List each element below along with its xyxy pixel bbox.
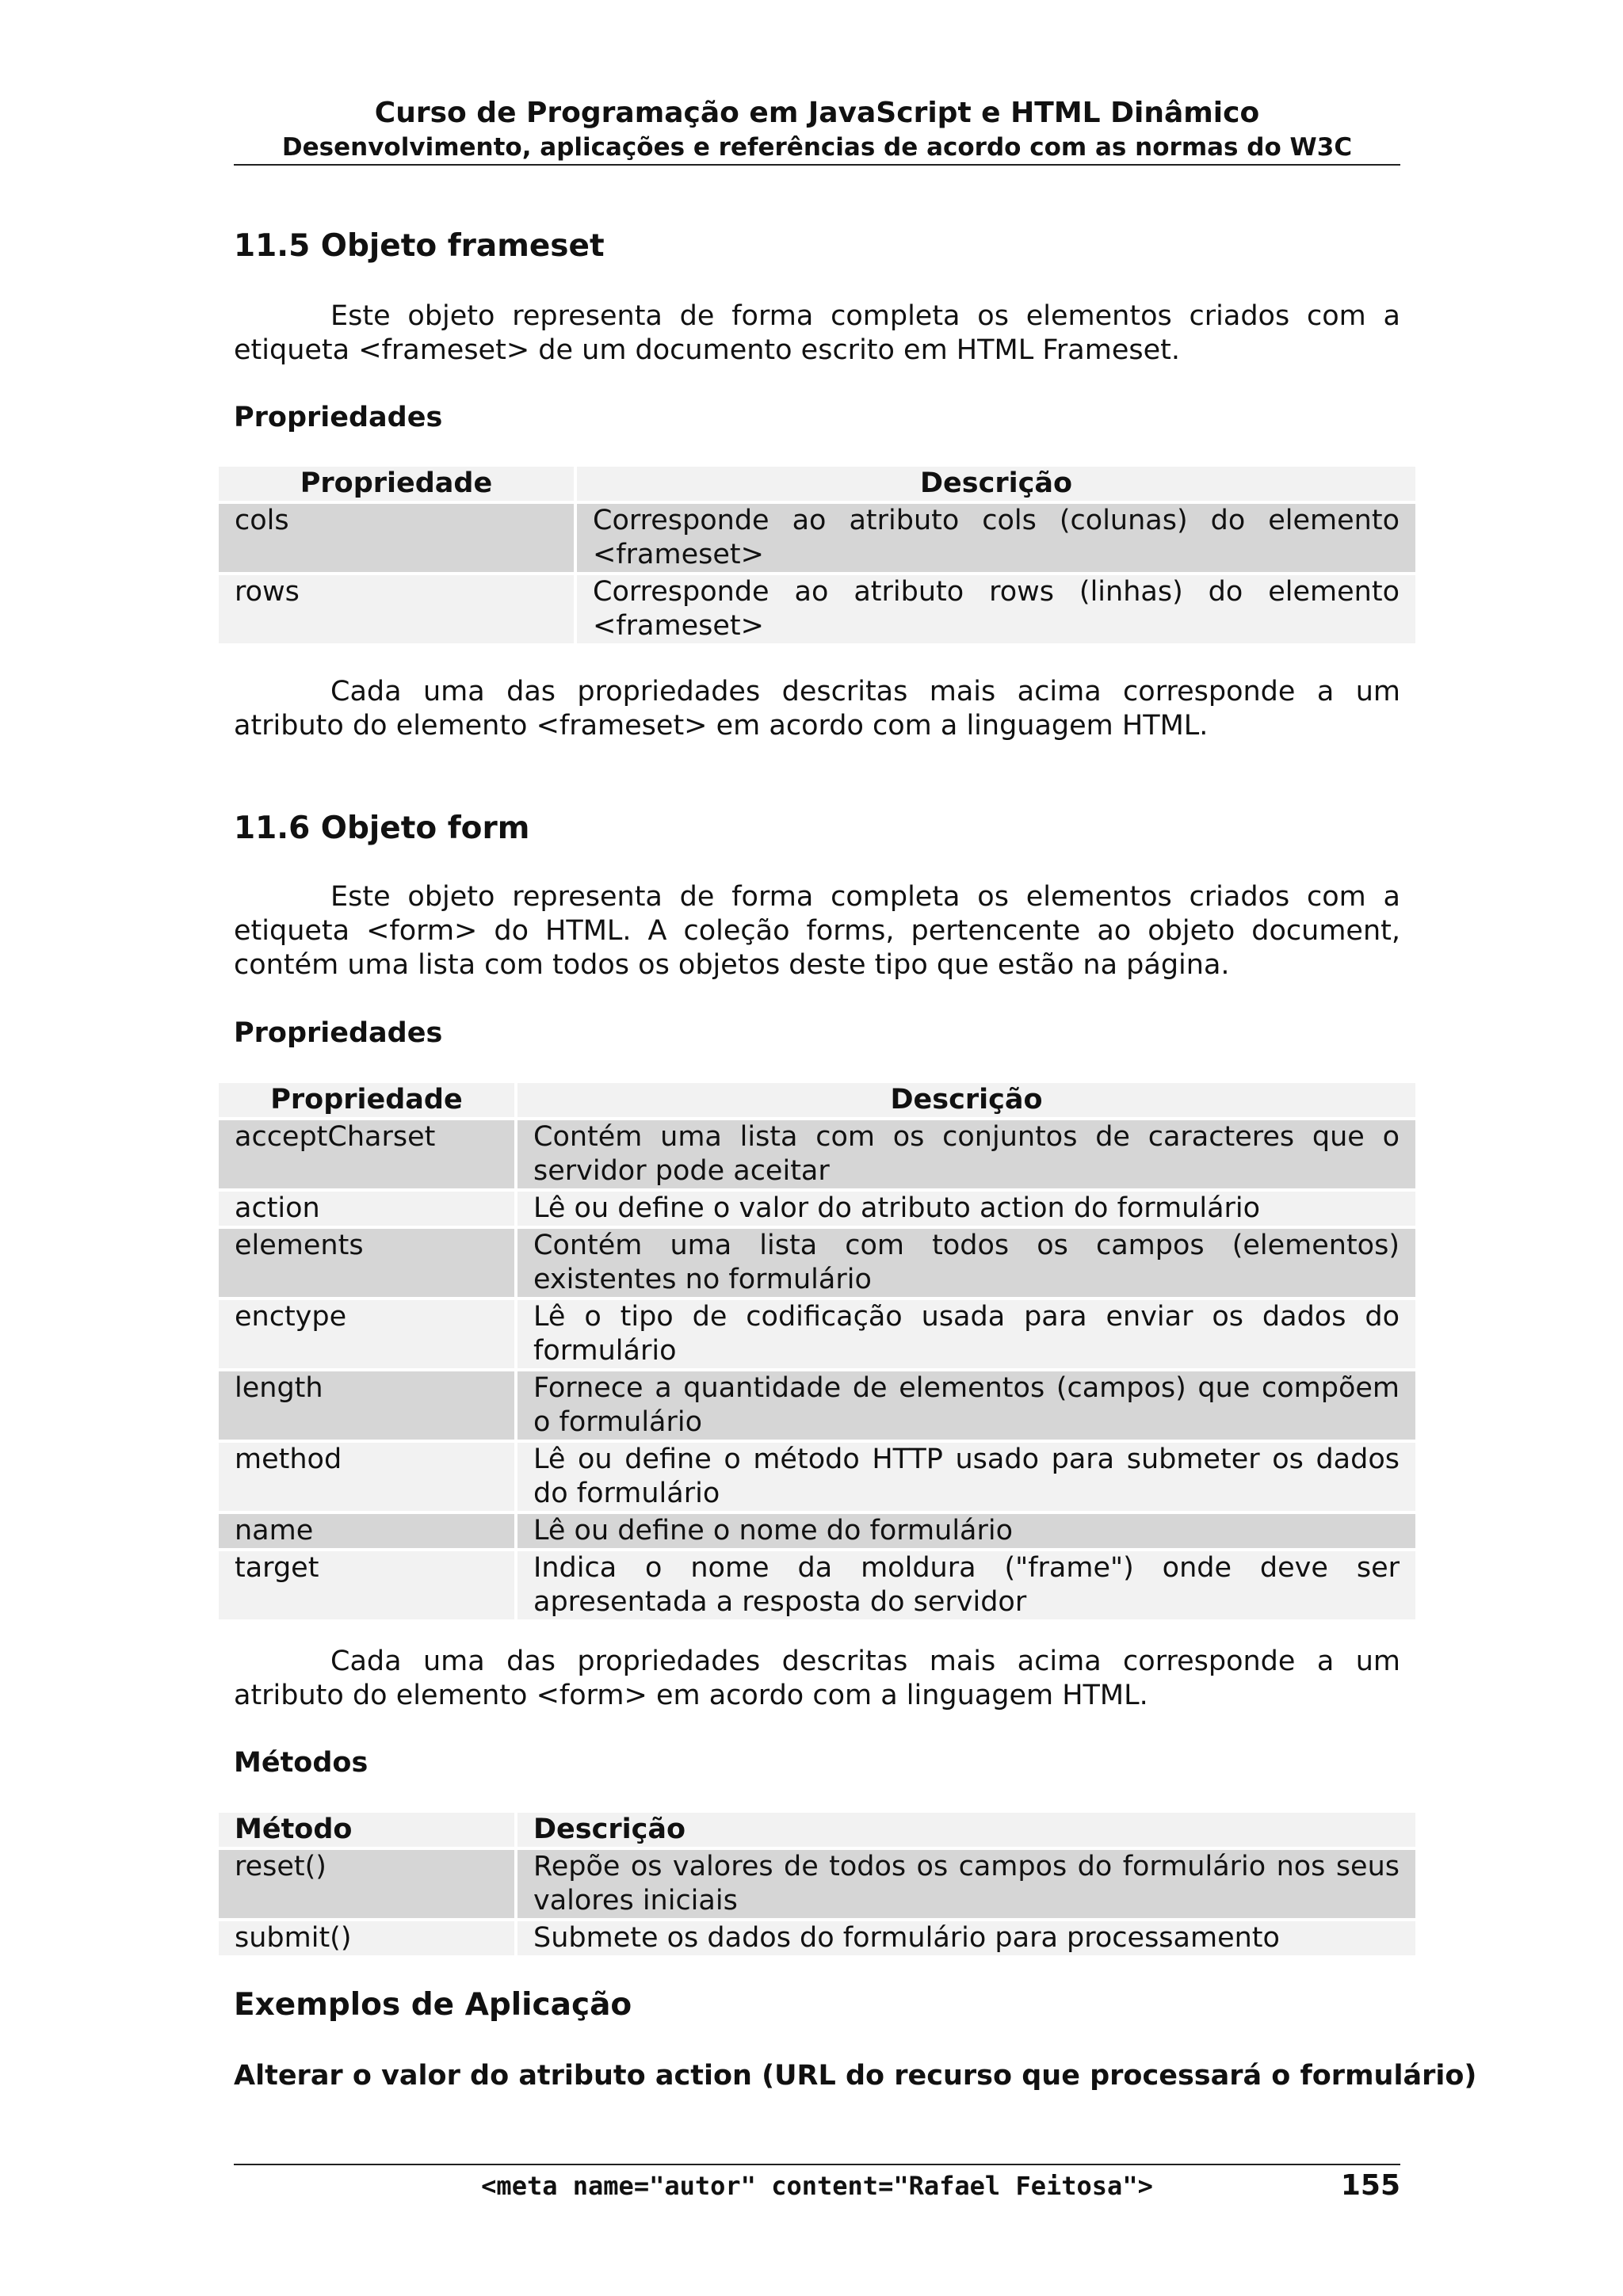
property-name: enctype — [219, 1300, 517, 1368]
table-row — [219, 1371, 1415, 1440]
footer-rule — [234, 2164, 1400, 2165]
form-note: Cada uma das propriedades descritas mais acima corresponde a um atributo do elemento <form> em acordo com a linguagem HTML. — [234, 1646, 1400, 1711]
page-number: 155 — [1340, 2169, 1400, 2202]
form-methods-table — [219, 1810, 1415, 1958]
frameset-note: Cada uma das propriedades descritas mais acima corresponde a um atributo do elemento <frameset> em acordo com a linguagem HTML. — [234, 676, 1400, 742]
table-row — [219, 1514, 1415, 1548]
form-properties-table — [219, 1080, 1415, 1623]
method-description: Submete os dados do formulário para processamento — [517, 1921, 1415, 1955]
property-name: length — [219, 1371, 517, 1440]
table-row — [219, 1443, 1415, 1511]
table-row — [219, 1300, 1415, 1368]
property-name: acceptCharset — [219, 1120, 517, 1188]
table-row — [219, 1551, 1415, 1619]
property-description: Corresponde ao atributo rows (linhas) do elemento <frameset> — [577, 575, 1415, 643]
table-row — [219, 575, 1415, 643]
table-row — [219, 1921, 1415, 1955]
method-description: Repõe os valores de todos os campos do formulário nos seus valores iniciais — [517, 1850, 1415, 1918]
table-row — [219, 504, 1415, 572]
column-header: Propriedade — [219, 1083, 517, 1117]
property-description: Lê ou define o valor do atributo action do formulário — [517, 1192, 1415, 1226]
examples-subheading: Alterar o valor do atributo action (URL do recurso que processará o formulário) — [234, 2060, 1477, 2092]
frameset-props-heading: Propriedades — [234, 402, 443, 433]
property-name: rows — [219, 575, 577, 643]
column-header: Descrição — [577, 467, 1415, 501]
examples-heading: Exemplos de Aplicação — [234, 1987, 632, 2023]
method-name: reset() — [219, 1850, 517, 1918]
property-name: elements — [219, 1229, 517, 1297]
property-description: Corresponde ao atributo cols (colunas) do elemento <frameset> — [577, 504, 1415, 572]
property-name: method — [219, 1443, 517, 1511]
frameset-intro: Este objeto representa de forma completa os elementos criados com a etiqueta <frameset> de um documento escrito em HTML Frameset. — [234, 300, 1400, 366]
table-header-row — [219, 467, 1415, 501]
property-name: cols — [219, 504, 577, 572]
header-title: Curso de Programação em JavaScript e HTML Dinâmico — [374, 97, 1260, 129]
header-subtitle: Desenvolvimento, aplicações e referências de acordo com as normas do W3C — [281, 133, 1353, 162]
property-name: name — [219, 1514, 517, 1548]
property-description: Contém uma lista com todos os campos (elementos) existentes no formulário — [517, 1229, 1415, 1297]
property-description: Indica o nome da moldura ("frame") onde deve ser apresentada a resposta do servidor — [517, 1551, 1415, 1619]
table-row — [219, 1229, 1415, 1297]
table-row — [219, 1192, 1415, 1226]
page-footer — [234, 2168, 1400, 2204]
footer-meta: <meta name="autor" content="Rafael Feitosa"> — [481, 2171, 1153, 2201]
methods-heading: Métodos — [234, 1747, 369, 1779]
property-description: Fornece a quantidade de elementos (campos) que compõem o formulário — [517, 1371, 1415, 1440]
property-name: action — [219, 1192, 517, 1226]
frameset-properties-table — [219, 463, 1415, 646]
method-name: submit() — [219, 1921, 517, 1955]
section-heading-frameset: 11.5 Objeto frameset — [234, 228, 605, 264]
column-header: Descrição — [517, 1083, 1415, 1117]
property-description: Lê ou define o nome do formulário — [517, 1514, 1415, 1548]
column-header: Descrição — [517, 1813, 1415, 1847]
column-header: Propriedade — [219, 467, 577, 501]
property-description: Lê o tipo de codificação usada para enviar os dados do formulário — [517, 1300, 1415, 1368]
property-description: Lê ou define o método HTTP usado para submeter os dados do formulário — [517, 1443, 1415, 1511]
table-row — [219, 1120, 1415, 1188]
table-header-row — [219, 1813, 1415, 1847]
property-name: target — [219, 1551, 517, 1619]
header-rule — [234, 164, 1400, 166]
table-row — [219, 1850, 1415, 1918]
table-header-row — [219, 1083, 1415, 1117]
running-header — [234, 95, 1400, 163]
property-description: Contém uma lista com os conjuntos de caracteres que o servidor pode aceitar — [517, 1120, 1415, 1188]
column-header: Método — [219, 1813, 517, 1847]
form-intro: Este objeto representa de forma completa os elementos criados com a etiqueta <form> do HTML. A coleção forms, pertencente ao objeto document, contém uma lista com todos os objetos deste tipo que estão na página. — [234, 881, 1400, 981]
section-heading-form: 11.6 Objeto form — [234, 810, 530, 846]
form-props-heading: Propriedades — [234, 1017, 443, 1049]
